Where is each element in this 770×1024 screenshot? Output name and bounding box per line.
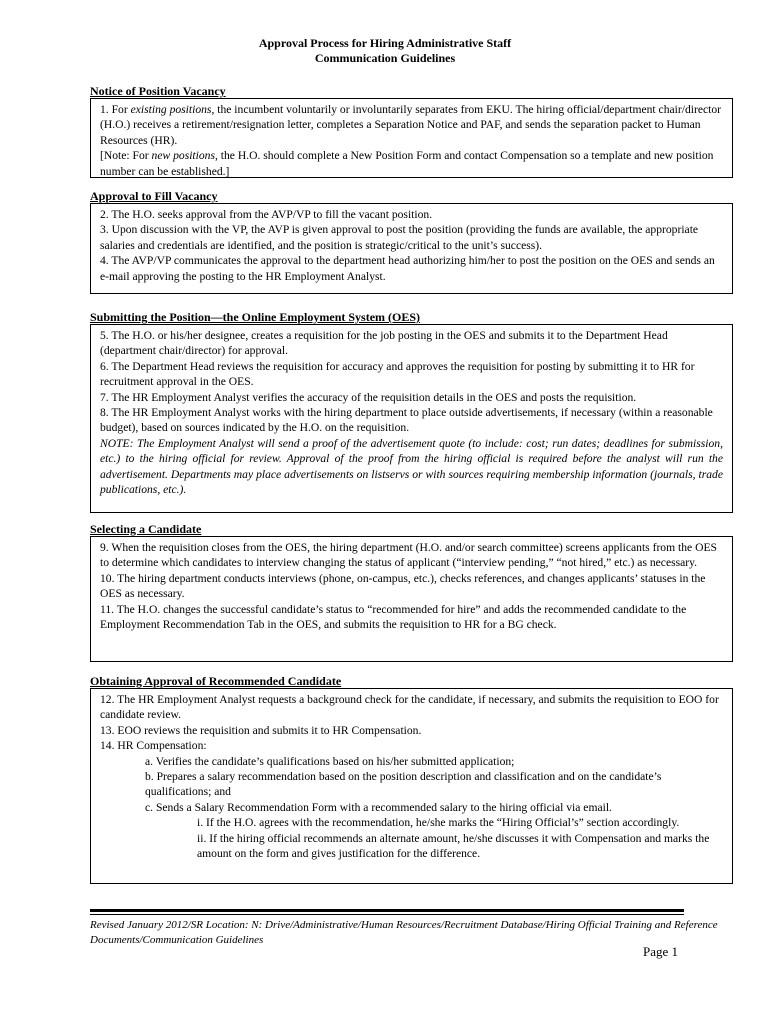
step-11: 11. The H.O. changes the successful candidate’s status to “recommended for hire” and adds the recommended candidate to the Employment Recommendation Tab in the OES, and submits the requisition to HR for a BG check.: [100, 602, 687, 632]
section-heading: Notice of Position Vacancy: [90, 84, 226, 98]
step-8: 8. The HR Employment Analyst works with the hiring department to place outside advertisements, if necessary (within a reasonable budget), based on sources indicated by the H.O. on the requisition.: [100, 406, 713, 435]
step-7: 7. The HR Employment Analyst verifies the accuracy of the requisition details in the OES and posts the requisition.: [100, 390, 637, 404]
section-box: [90, 688, 733, 884]
step-9: 9. When the requisition closes from the OES, the hiring department (H.O. and/or search committee) screens applicants from the OES to determine which candidates to interview changing the status of applicant (“interview pending,” “not hired,” etc.) as necessary.: [100, 541, 717, 570]
section-heading: Approval to Fill Vacancy: [90, 189, 218, 203]
substep-ii: ii. If the hiring official recommends an alternate amount, he/she discusses it with Compensation and marks the amount on the form and gives justification for the difference.: [197, 831, 710, 861]
footer-rule-thick: [90, 909, 684, 912]
document-subtitle: Communication Guidelines: [314, 51, 456, 65]
step-14: 14. HR Compensation:: [100, 739, 207, 753]
step-12: 12. The HR Employment Analyst requests a background check for the candidate, if necessary, and submits the requisition to EOO for candidate review.: [100, 693, 719, 722]
step-3: 3. Upon discussion with the VP, the AVP is given approval to post the position (providing the funds are available, the appropriate salaries and credentials are identified, and the position is strategic/critical to the unit’s success).: [100, 223, 699, 252]
section-heading: Obtaining Approval of Recommended Candidate: [90, 674, 342, 688]
substep-i: i. If the H.O. agrees with the recommendation, he/she marks the “Hiring Official’s” section accordingly.: [197, 816, 680, 830]
section-notice-of-vacancy: [90, 84, 733, 178]
section-submitting-position: [90, 310, 733, 513]
document-title: Approval Process for Hiring Administrative Staff: [258, 36, 512, 50]
footer-revision-note: Revised January 2012/SR Location: N: Drive/Administrative/Human Resources/Recruitment Database/Hiring Official Training and Reference Documents/Communication Guidelines: [90, 919, 718, 946]
step-2: 2. The H.O. seeks approval from the AVP/VP to fill the vacant position.: [100, 208, 433, 221]
step-5: 5. The H.O. or his/her designee, creates a requisition for the job posting in the OES and submits it to the Department Head (department chair/director) for approval.: [100, 329, 668, 358]
substep-c: c. Sends a Salary Recommendation Form with a recommended salary to the hiring official via email.: [145, 800, 612, 814]
step-1: 1. For existing positions, the incumbent voluntarily or involuntarily separates from EKU. The hiring official/department chair/director (H.O.) receives a retirement/resignation letter, completes a Separation Notice and PAF, and sends the separation packet to Human Resources (HR).: [100, 103, 721, 147]
substep-b: b. Prepares a salary recommendation based on the position description and classification and on the candidate’s qualifications; and: [145, 770, 662, 799]
page-number: Page 1: [643, 944, 679, 959]
section-approval-to-fill: [90, 189, 733, 294]
footer-rule-thin: [90, 914, 684, 915]
section-box: [90, 324, 733, 513]
section-heading: Selecting a Candidate: [90, 522, 202, 536]
step-4: 4. The AVP/VP communicates the approval to the department head authorizing him/her to post the position on the OES and sends an e-mail approving the posting to the HR Employment Analyst.: [100, 254, 715, 283]
substep-a: a. Verifies the candidate’s qualifications based on his/her submitted application;: [145, 754, 515, 768]
note-new-positions: [Note: For new positions, the H.O. should complete a New Position Form and contact Compensation so a template and new position number can be established.]: [100, 149, 714, 178]
step-13: 13. EOO reviews the requisition and submits it to HR Compensation.: [100, 723, 422, 737]
step-10: 10. The hiring department conducts interviews (phone, on-campus, etc.), checks references, and changes applicants’ statuses in the OES as necessary.: [100, 571, 706, 601]
section-obtaining-approval: [90, 674, 733, 884]
section-selecting-candidate: [90, 522, 733, 662]
section-heading: Submitting the Position—the Online Employment System (OES): [90, 310, 421, 324]
section-box: [90, 536, 733, 662]
step-6: 6. The Department Head reviews the requisition for accuracy and approves the requisition for posting by submitting it to HR for recruitment approval in the OES.: [100, 359, 695, 389]
section-box: [90, 98, 733, 178]
advertisement-note: NOTE: The Employment Analyst will send a proof of the advertisement quote (to include: cost; run dates; deadlines for submission, etc.) to the hiring official for review. Approval of the proof from the hiring official is required before the analyst will run the advertisement. Departments may place advertisements on listservs or with sources requiring membership information (journals, trade publications, etc.).: [100, 436, 723, 497]
section-box: [90, 203, 733, 294]
